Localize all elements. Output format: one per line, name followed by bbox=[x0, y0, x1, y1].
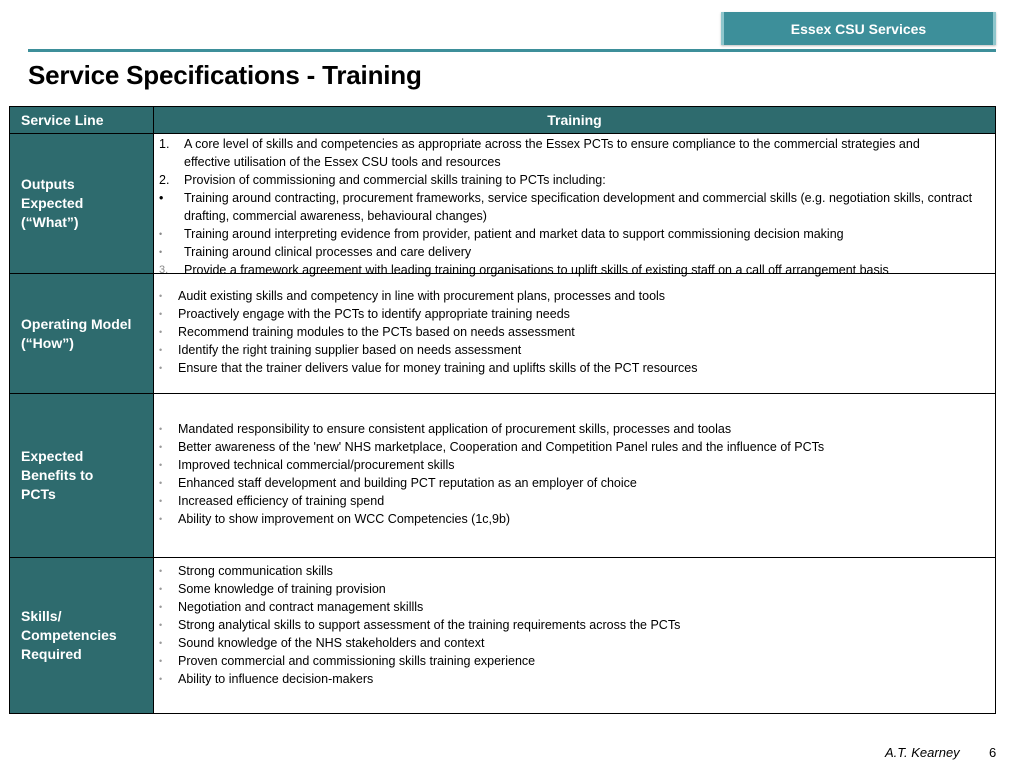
bullet-icon: • bbox=[159, 602, 163, 612]
list-item-text: Ability to show improvement on WCC Competencies (1c,9b) bbox=[178, 512, 511, 526]
list-marker: 3. bbox=[159, 264, 169, 276]
list-item bbox=[154, 359, 995, 377]
service-spec-table bbox=[9, 106, 996, 714]
header-divider bbox=[28, 49, 996, 52]
list-marker: • bbox=[159, 247, 163, 257]
list-item bbox=[154, 580, 995, 598]
list-item-text: Proven commercial and commissioning skills training experience bbox=[178, 654, 536, 668]
list-item-text: Some knowledge of training provision bbox=[178, 582, 386, 596]
list-item-text: Training around contracting, procurement frameworks, service specification development and commercial skills (e.g. negotiation skills, contract drafting, commercial awareness, behavioural changes) bbox=[184, 191, 973, 223]
bullet-icon: • bbox=[159, 309, 163, 319]
header-training: Training bbox=[547, 112, 602, 128]
list-item-text: Training around interpreting evidence from provider, patient and market data to support commissioning decision making bbox=[184, 227, 844, 241]
row-content-skills bbox=[154, 558, 995, 713]
list-item bbox=[154, 341, 995, 359]
list-item bbox=[154, 474, 995, 492]
row-label-outputs: Outputs Expected (“What”) bbox=[10, 134, 154, 273]
row-content-benefits bbox=[154, 394, 995, 557]
list-item bbox=[154, 287, 995, 305]
row-outputs-expected bbox=[10, 134, 995, 277]
list-item-text: Provide a framework agreement with leading training organisations to uplift skills of existing staff on a call off arrangement basis bbox=[184, 263, 889, 277]
list-item-text: Mandated responsibility to ensure consistent application of procurement skills, processes and toolas bbox=[178, 422, 732, 436]
list-item bbox=[154, 652, 995, 670]
essex-csu-badge: Essex CSU Services bbox=[721, 12, 996, 45]
bullet-icon: • bbox=[159, 584, 163, 594]
list-marker: 1. bbox=[159, 137, 170, 151]
list-item bbox=[154, 135, 995, 171]
list-item-text: Audit existing skills and competency in line with procurement plans, processes and tools bbox=[178, 289, 666, 303]
list-item-text: Ensure that the trainer delivers value for money training and uplifts skills of the PCT resources bbox=[178, 361, 698, 375]
row-skills-competencies bbox=[10, 558, 995, 713]
list-item-text: Strong communication skills bbox=[178, 564, 333, 578]
list-item bbox=[154, 305, 995, 323]
bullet-icon: • bbox=[159, 345, 163, 355]
row-content-outputs bbox=[154, 134, 995, 277]
list-item bbox=[154, 189, 995, 225]
bullet-icon: • bbox=[159, 496, 163, 506]
list-item bbox=[154, 492, 995, 510]
row-operating-model bbox=[10, 274, 995, 394]
row-content-operating bbox=[154, 274, 995, 393]
bullet-icon: • bbox=[159, 424, 163, 434]
bullet-icon: • bbox=[159, 620, 163, 630]
footer-brand: A.T. Kearney bbox=[885, 745, 960, 760]
list-item-text: Training around clinical processes and care delivery bbox=[184, 245, 472, 259]
bullet-icon: • bbox=[159, 363, 163, 373]
bullet-icon: • bbox=[159, 674, 163, 684]
list-item-text: Proactively engage with the PCTs to identify appropriate training needs bbox=[178, 307, 570, 321]
list-item-text: Strong analytical skills to support assessment of the training requirements across the PCTs bbox=[178, 618, 681, 632]
list-item-text: Increased efficiency of training spend bbox=[178, 494, 385, 508]
bullet-icon: • bbox=[159, 656, 163, 666]
list-item-text: Provision of commissioning and commercial skills training to PCTs including: bbox=[184, 173, 606, 187]
list-item bbox=[154, 456, 995, 474]
list-item bbox=[154, 616, 995, 634]
bullet-icon: • bbox=[159, 460, 163, 470]
table-header bbox=[10, 107, 995, 134]
list-item bbox=[154, 243, 995, 261]
list-item bbox=[154, 225, 995, 243]
bullet-icon: • bbox=[159, 514, 163, 524]
list-item-text: Identify the right training supplier based on needs assessment bbox=[178, 343, 522, 357]
list-item bbox=[154, 670, 995, 688]
list-item bbox=[154, 562, 995, 580]
list-item bbox=[154, 420, 995, 438]
list-item-text: Better awareness of the 'new' NHS marketplace, Cooperation and Competition Panel rules and the influence of PCTs bbox=[178, 440, 825, 454]
list-item bbox=[154, 510, 995, 528]
bullet-icon: • bbox=[159, 566, 163, 576]
header-service-line: Service Line bbox=[10, 107, 154, 133]
bullet-icon: • bbox=[159, 442, 163, 452]
bullet-icon: • bbox=[159, 478, 163, 488]
list-item-text: Recommend training modules to the PCTs based on needs assessment bbox=[178, 325, 575, 339]
list-marker: 2. bbox=[159, 173, 170, 187]
list-marker: • bbox=[159, 229, 163, 239]
bullet-icon: • bbox=[159, 291, 163, 301]
row-label-operating: Operating Model (“How”) bbox=[10, 274, 154, 393]
row-expected-benefits bbox=[10, 394, 995, 558]
page-number: 6 bbox=[989, 745, 997, 760]
row-label-skills: Skills/ Competencies Required bbox=[10, 558, 154, 713]
list-item-text: Ability to influence decision-makers bbox=[178, 672, 374, 686]
list-item bbox=[154, 171, 995, 189]
list-marker: • bbox=[159, 191, 164, 205]
list-item-text: Negotiation and contract management skillls bbox=[178, 600, 424, 614]
list-item bbox=[154, 323, 995, 341]
list-item bbox=[154, 598, 995, 616]
list-item-text: Enhanced staff development and building PCT reputation as an employer of choice bbox=[178, 476, 637, 490]
list-item-text: A core level of skills and competencies as appropriate across the Essex PCTs to ensure compliance to the commercial strategies and effective utilisation of the Essex CSU tools and resources bbox=[184, 137, 920, 169]
list-item bbox=[154, 634, 995, 652]
bullet-icon: • bbox=[159, 327, 163, 337]
row-label-benefits: Expected Benefits to PCTs bbox=[10, 394, 154, 557]
list-item-text: Improved technical commercial/procurement skills bbox=[178, 458, 455, 472]
list-item-text: Sound knowledge of the NHS stakeholders and context bbox=[178, 636, 485, 650]
list-item bbox=[154, 438, 995, 456]
bullet-icon: • bbox=[159, 638, 163, 648]
page-title: Service Specifications - Training bbox=[28, 60, 422, 90]
